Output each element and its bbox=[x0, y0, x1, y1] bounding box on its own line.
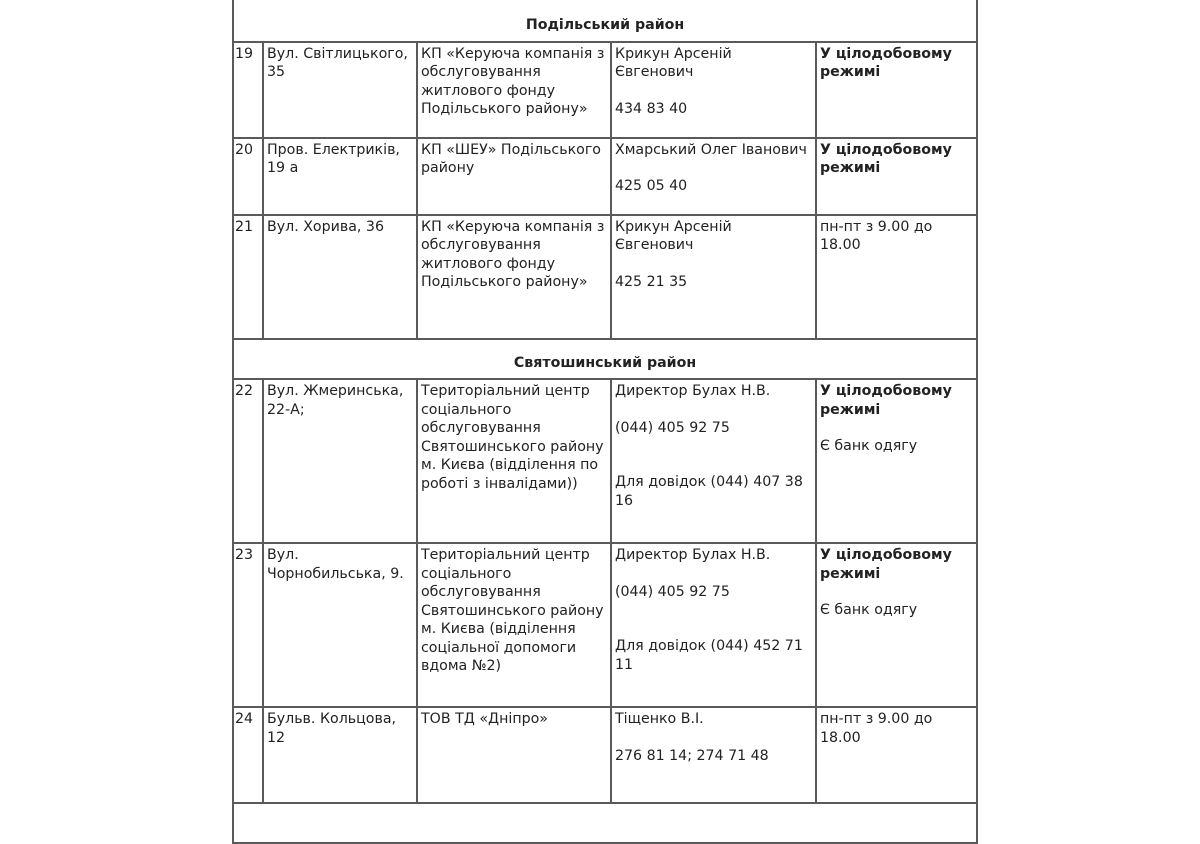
contact-cell bbox=[611, 379, 816, 543]
section-title: Святошинський район bbox=[233, 339, 977, 380]
row-number: 19 bbox=[233, 42, 263, 138]
hours-cell: У цілодобовому режимі bbox=[816, 42, 977, 138]
contact-cell bbox=[611, 215, 816, 339]
contact-info: Для довідок (044) 407 38 16 bbox=[615, 474, 803, 509]
contact-phone: (044) 405 92 75 bbox=[615, 419, 730, 436]
section-header-row bbox=[233, 0, 977, 42]
contact-info: Для довідок (044) 452 71 11 bbox=[615, 638, 803, 673]
address-cell: Пров. Електриків, 19 а bbox=[263, 138, 417, 215]
organization-cell: ТОВ ТД «Дніпро» bbox=[417, 707, 611, 803]
hours-text: У цілодобовому режимі bbox=[820, 547, 952, 582]
contact-cell bbox=[611, 138, 816, 215]
document-page bbox=[232, 0, 976, 808]
table-row bbox=[233, 379, 977, 543]
contact-phone: 276 81 14; 274 71 48 bbox=[615, 747, 769, 764]
contact-cell bbox=[611, 707, 816, 803]
row-number: 22 bbox=[233, 379, 263, 543]
table-row bbox=[233, 138, 977, 215]
row-number: 21 bbox=[233, 215, 263, 339]
organization-cell: КП «Керуюча компанія з обслуговування житлового фонду Подільського району» bbox=[417, 42, 611, 138]
address-cell: Бульв. Кольцова, 12 bbox=[263, 707, 417, 803]
table-row bbox=[233, 215, 977, 339]
hours-cell bbox=[816, 379, 977, 543]
organization-cell: Територіальний центр соціального обслуговування Святошинського району м. Києва (відділення по роботі з інвалідами)) bbox=[417, 379, 611, 543]
contact-name: Крикун Арсеній Євгенович bbox=[615, 218, 732, 253]
contact-phone: 434 83 40 bbox=[615, 100, 688, 117]
table-row bbox=[233, 42, 977, 138]
organization-cell: Територіальний центр соціального обслуговування Святошинського району м. Києва (відділення соціальної допомоги вдома №2) bbox=[417, 543, 611, 707]
hours-cell bbox=[816, 543, 977, 707]
contact-phone: (044) 405 92 75 bbox=[615, 583, 730, 600]
table-row bbox=[233, 543, 977, 707]
hours-cell: У цілодобовому режимі bbox=[816, 138, 977, 215]
section-header-row bbox=[233, 339, 977, 380]
hours-cell: пн-пт з 9.00 до 18.00 bbox=[816, 707, 977, 803]
contact-name: Директор Булах Н.В. bbox=[615, 547, 771, 563]
organization-cell: КП «ШЕУ» Подільського району bbox=[417, 138, 611, 215]
table-row bbox=[233, 707, 977, 803]
hours-text: У цілодобовому режимі bbox=[820, 383, 952, 418]
contact-name: Тіщенко В.І. bbox=[615, 711, 704, 727]
contact-name: Хмарський Олег Іванович bbox=[615, 141, 807, 158]
contact-phone: 425 21 35 bbox=[615, 273, 688, 290]
next-row-partial bbox=[233, 803, 977, 843]
address-cell: Вул. Чорнобильська, 9. bbox=[263, 543, 417, 707]
note-text: Є банк одягу bbox=[820, 602, 918, 618]
address-cell: Вул. Жмеринська, 22-А; bbox=[263, 379, 417, 543]
note-text: Є банк одягу bbox=[820, 438, 918, 454]
organization-cell: КП «Керуюча компанія з обслуговування житлового фонду Подільського району» bbox=[417, 215, 611, 339]
row-number: 20 bbox=[233, 138, 263, 215]
section-title: Подільський район bbox=[233, 0, 977, 42]
address-cell: Вул. Хорива, 36 bbox=[263, 215, 417, 339]
table-row bbox=[233, 803, 977, 843]
shelters-table bbox=[232, 0, 978, 844]
address-cell: Вул. Світлицького, 35 bbox=[263, 42, 417, 138]
row-number: 24 bbox=[233, 707, 263, 803]
contact-name: Директор Булах Н.В. bbox=[615, 383, 771, 399]
contact-cell bbox=[611, 543, 816, 707]
row-number: 23 bbox=[233, 543, 263, 707]
hours-cell: пн-пт з 9.00 до 18.00 bbox=[816, 215, 977, 339]
contact-phone: 425 05 40 bbox=[615, 178, 688, 194]
contact-name: Крикун Арсеній Євгенович bbox=[615, 45, 732, 80]
contact-cell bbox=[611, 42, 816, 138]
